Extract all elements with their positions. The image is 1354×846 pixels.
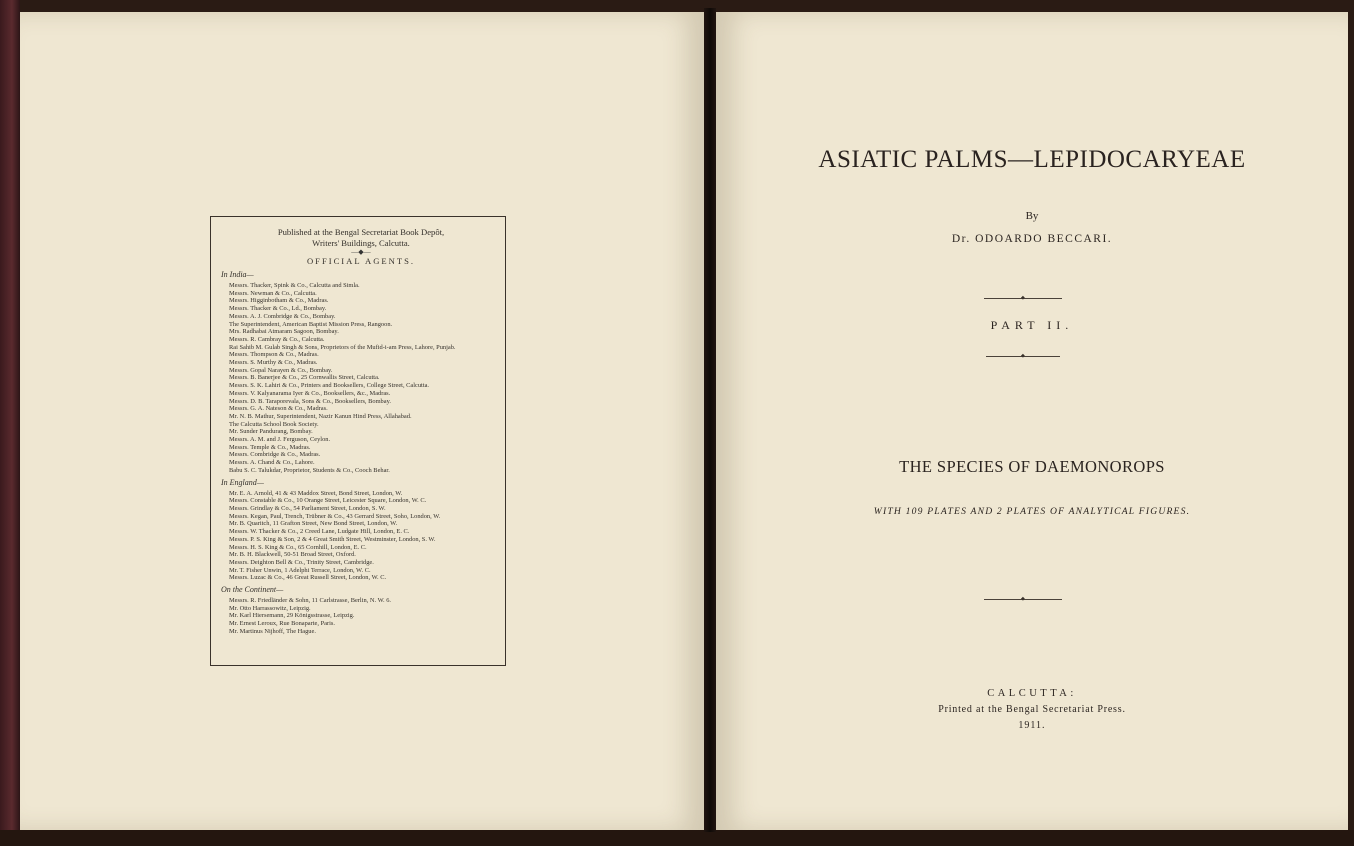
agent-entry: Messrs. W. Thacker & Co., 2 Creed Lane, Ludgate Hill, London, E. C. (229, 528, 410, 536)
agents-list (229, 282, 493, 475)
agent-entry: Messrs. A. M. and J. Ferguson, Ceylon. (229, 436, 331, 444)
agent-entry: Mrs. Radhabai Atmaram Sagoon, Bombay. (229, 328, 339, 336)
agent-entry: Babu S. C. Talukdar, Proprietor, Students & Co., Cooch Behar. (229, 466, 390, 474)
publisher-line: Published at the Bengal Secretariat Book Depôt, (277, 227, 445, 237)
imprint-place: CALCUTTA: (987, 688, 1077, 699)
agent-entry: Rai Sahib M. Gulab Singh & Sons, Proprietors of the Mufid-i-am Press, Lahore, Punjab. (229, 343, 456, 351)
agent-entry: Messrs. S. Murthy & Co., Madras. (229, 359, 318, 367)
agent-entry: Messrs. V. Kalyanarama Iyer & Co., Booksellers, &c., Madras. (229, 389, 391, 397)
agent-entry: Messrs. Thacker & Co., Ld., Bombay. (229, 305, 327, 313)
agent-entry: Mr. B. H. Blackwell, 50-51 Broad Street, Oxford. (229, 551, 356, 559)
region-label: In India— (221, 270, 254, 279)
part-number: PART II. (990, 318, 1074, 332)
agent-entry: Messrs. Thompson & Co., Madras. (229, 351, 319, 359)
author-name: Dr. ODOARDO BECCARI. (951, 233, 1113, 245)
book-cover-edge (0, 0, 20, 846)
agent-entry: Mr. Sunder Pandurang, Bombay. (229, 428, 313, 436)
agent-entry: The Superintendent, American Baptist Mission Press, Rangoon. (229, 320, 393, 328)
ornament-diamond-3: ◆ (1021, 597, 1025, 602)
agents-list (229, 490, 493, 582)
agent-entry: Messrs. R. Friedländer & Sohn, 11 Carlstrasse, Berlin, N. W. 6. (229, 597, 392, 605)
region-label: In England— (221, 477, 264, 487)
subtitle-species: THE SPECIES OF DAEMONOROPS (899, 457, 1165, 476)
agent-entry: Messrs. Newman & Co., Calcutta. (229, 289, 317, 297)
agent-entry: Mr. B. Quaritch, 11 Grafton Street, New Bond Street, London, W. (229, 520, 398, 528)
official-agents-box (210, 216, 506, 666)
agent-entry: Messrs. Gopal Narayen & Co., Bombay. (229, 366, 333, 374)
agents-regions (221, 270, 493, 636)
agent-entry: Messrs. Thacker, Spink & Co., Calcutta and Simla. (229, 282, 360, 289)
agent-entry: Mr. Martinus Nijhoff, The Hague. (229, 627, 316, 635)
agent-entry: Messrs. R. Cambray & Co., Calcutta. (229, 335, 325, 343)
agent-entry: Messrs. B. Banerjee & Co., 25 Cornwallis Street, Calcutta. (229, 374, 380, 382)
agent-entry: Messrs. Grindlay & Co., 54 Parliament Street, London, S. W. (229, 504, 386, 512)
agent-entry: Mr. N. B. Mathur, Superintendent, Nazir Kanun Hind Press, Allahabad. (229, 412, 412, 420)
agents-heading: OFFICIAL AGENTS. (306, 256, 416, 266)
agent-entry: Messrs. H. S. King & Co., 65 Cornhill, London, E. C. (229, 543, 367, 551)
agent-entry: Messrs. D. B. Taraporevala, Sons & Co., Booksellers, Bombay. (229, 397, 391, 405)
by-line: By (1025, 210, 1039, 222)
agent-entry: Messrs. Higginbotham & Co., Madras. (229, 297, 329, 305)
agent-entry: Messrs. A. J. Combridge & Co., Bombay. (229, 312, 336, 320)
agent-entry: Messrs. Deighton Bell & Co., Trinity Street, Cambridge. (229, 558, 374, 566)
agent-entry: Mr. T. Fisher Unwin, 1 Adelphi Terrace, London, W. C. (229, 566, 371, 574)
address-line: Writers' Buildings, Calcutta. (312, 238, 410, 248)
agent-entry: Mr. Ernest Leroux, Rue Bonaparte, Paris. (229, 620, 335, 628)
agent-entry: Messrs. G. A. Nateson & Co., Madras. (229, 405, 328, 413)
agent-entry: Messrs. Combridge & Co., Madras. (229, 451, 321, 459)
agent-entry: Messrs. P. S. King & Son, 2 & 4 Great Smith Street, Westminster, London, S. W. (229, 535, 436, 543)
imprint-year: 1911. (1018, 720, 1046, 731)
book-title: ASIATIC PALMS—LEPIDOCARYEAE (818, 146, 1246, 173)
imprint-printer: Printed at the Bengal Secretariat Press. (938, 704, 1126, 715)
agent-entry: Mr. Otto Harrassowitz, Leipzig. (229, 604, 311, 612)
agent-entry: Messrs. A. Chand & Co., Lahore. (229, 459, 315, 467)
ornament-diamond-1: ◆ (1021, 296, 1025, 301)
region-label: On the Continent— (221, 585, 284, 595)
book-cover-bottom (0, 830, 1354, 846)
agents-list (229, 597, 493, 636)
agent-entry: Mr. Karl Hiersemann, 29 Königsstrasse, Leipzig. (229, 612, 355, 620)
book-gutter (704, 8, 716, 832)
agent-entry: The Calcutta School Book Society. (229, 420, 319, 428)
ornament-diamond-2: ◆ (1021, 354, 1025, 359)
agent-entry: Messrs. Luzac & Co., 46 Great Russell Street, London, W. C. (229, 574, 387, 582)
agent-entry: Messrs. Temple & Co., Madras. (229, 443, 311, 451)
plates-note: WITH 109 PLATES AND 2 PLATES OF ANALYTICAL FIGURES. (873, 506, 1191, 517)
agent-entry: Messrs. Constable & Co., 10 Orange Street, Leicester Square, London, W. C. (229, 497, 427, 505)
divider-ornament: —◆— (351, 248, 371, 256)
agent-entry: Messrs. S. K. Lahiri & Co., Printers and Booksellers, College Street, Calcutta. (229, 382, 430, 390)
agent-entry: Messrs. Kegan, Paul, Trench, Trübner & Co., 43 Gerrard Street, Soho, London, W. (229, 512, 441, 520)
agent-entry: Mr. E. A. Arnold, 41 & 43 Maddox Street, Bond Street, London, W. (229, 489, 403, 497)
